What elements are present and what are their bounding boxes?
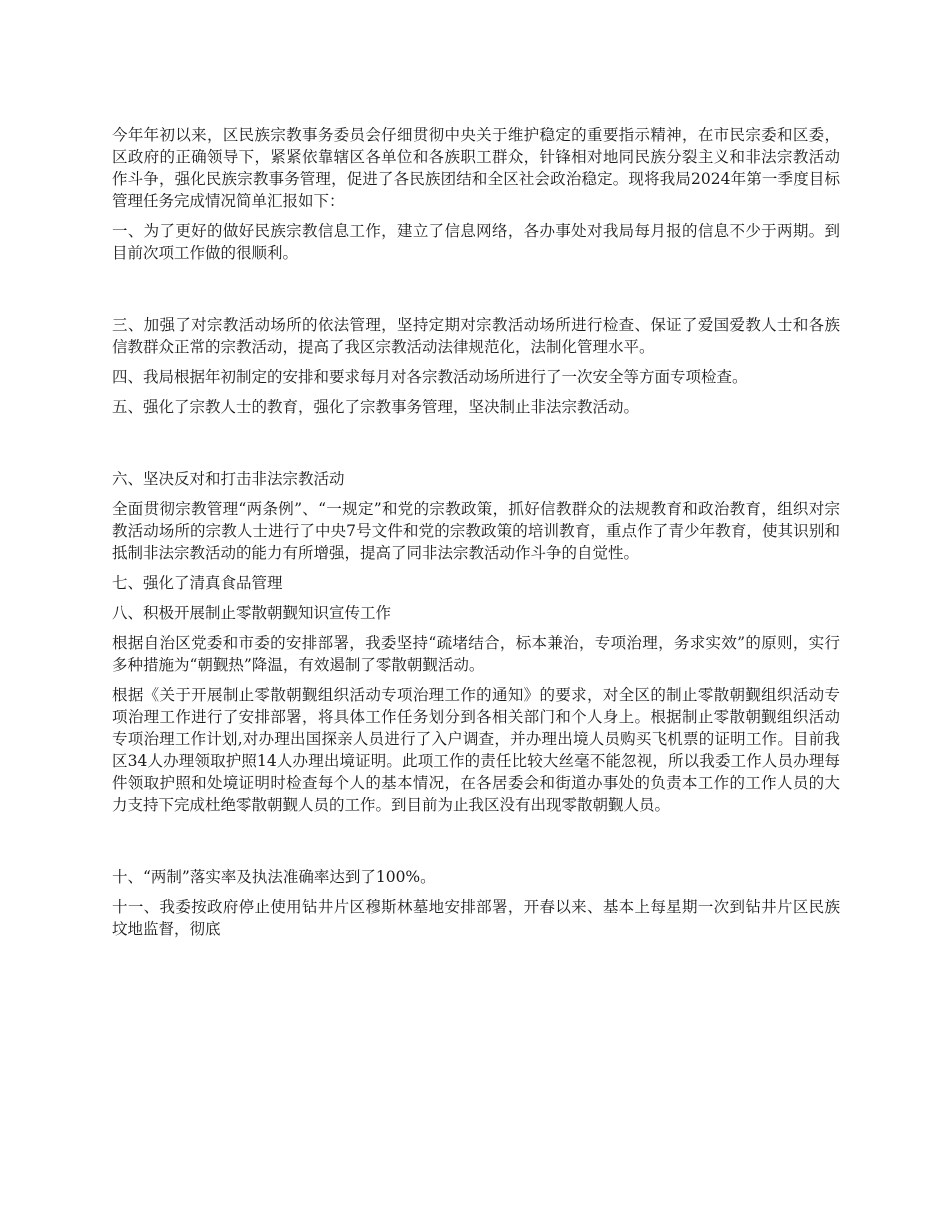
section-3-paragraph: 三、加强了对宗教活动场所的依法管理，坚持定期对宗教活动场所进行检查、保证了爱国爱教人士和各族信教群众正常的宗教活动，提高了我区宗教活动法律规范化，法制化管理水平。 — [112, 316, 840, 356]
section-8-heading: 八、积极开展制止零散朝觐知识宣传工作 — [112, 604, 392, 622]
section-6-body: 全面贯彻宗教管理“两条例”、“一规定”和党的宗教政策，抓好信教群众的法规教育和政治教育，组织对宗教活动场所的宗教人士进行了中央7号文件和党的宗教政策的培训教育，重点作了青少年教育，使其识别和抵制非法宗教活动的能力有所增强，提高了同非法宗教活动作斗争的自觉性。 — [112, 500, 840, 562]
document-body — [112, 124, 840, 948]
section-7-heading: 七、强化了清真食品管理 — [112, 574, 283, 592]
section-10-paragraph: 十、“两制”落实率及执法准确率达到了100%。 — [112, 868, 436, 886]
section-1-paragraph: 一、为了更好的做好民族宗教信息工作，建立了信息网络，各办事处对我局每月报的信息不少于两期。到目前次项工作做的很顺利。 — [112, 222, 840, 262]
section-5-paragraph: 五、强化了宗教人士的教育，强化了宗教事务管理，坚决制止非法宗教活动。 — [112, 398, 640, 416]
section-8-body-2: 根据《关于开展制止零散朝觐组织活动专项治理工作的通知》的要求，对全区的制止零散朝觐组织活动专项治理工作进行了安排部署，将具体工作任务划分到各相关部门和个人身上。根据制止零散朝觐组织活动专项治理工作计划,对办理出国探亲人员进行了入户调查，并办理出境人员购买飞机票的证明工作。目前我区34人办理领取护照14人办理出境证明。此项工作的责任比较大丝毫不能忽视，所以我委工作人员办理每件领取护照和处境证明时检查每个人的基本情况，在各居委会和街道办事处的负责本工作的工作人员的大力支持下完成杜绝零散朝觐人员的工作。到目前为止我区没有出现零散朝觐人员。 — [112, 686, 840, 814]
section-4-paragraph: 四、我局根据年初制定的安排和要求每月对各宗教活动场所进行了一次安全等方面专项检查。 — [112, 368, 748, 386]
section-6-heading: 六、坚决反对和打击非法宗教活动 — [112, 470, 345, 488]
intro-paragraph: 今年年初以来，区民族宗教事务委员会仔细贯彻中央关于维护稳定的重要指示精神，在市民宗委和区委，区政府的正确领导下，紧紧依靠辖区各单位和各族职工群众，针锋相对地同民族分裂主义和非法宗教活动作斗争，强化民族宗教事务管理，促进了各民族团结和全区社会政治稳定。现将我局2024年第一季度目标管理任务完成情况简单汇报如下： — [112, 126, 840, 210]
section-8-body-1: 根据自治区党委和市委的安排部署，我委坚持“疏堵结合，标本兼治，专项治理，务求实效”的原则，实行多种措施为“朝觐热”降温，有效遏制了零散朝觐活动。 — [112, 634, 840, 674]
section-11-paragraph: 十一、我委按政府停止使用钻井片区穆斯林墓地安排部署，开春以来、基本上每星期一次到钻井片区民族坟地监督，彻底 — [112, 898, 840, 938]
